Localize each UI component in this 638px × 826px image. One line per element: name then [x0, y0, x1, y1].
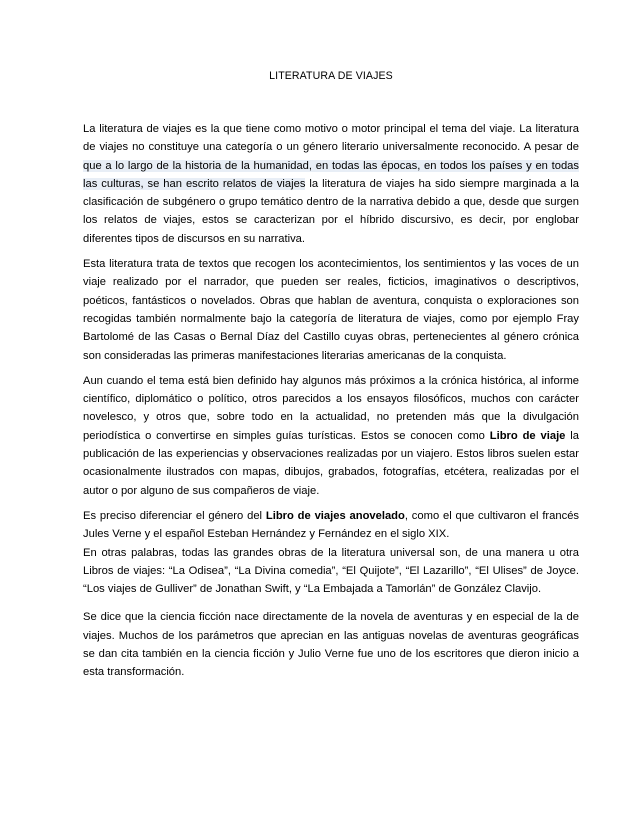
paragraph-3-text-b: la publicación de las experiencias y observaciones realizadas por un viajero. Estos libros suelen estar ocasionalmente ilustrados con mapas, dibujos, grabados, fotografías, etcétera, realizadas por el autor o por alguno de sus compañeros de viaje.: [83, 429, 579, 497]
paragraph-1: [83, 120, 579, 248]
paragraph-3: [83, 372, 579, 500]
paragraph-2: Esta literatura trata de textos que recogen los acontecimientos, los sentimientos y las voces de un viaje realizado por el narrador, que pueden ser reales, ficticios, imaginativos o descriptivos, poéticos, fantásticos o novelados. Obras que hablan de aventura, conquista o exploraciones son recogidas también normalmente bajo la categoría de literatura de viajes, como por ejemplo Fray Bartolomé de las Casas o Bernal Díaz del Castillo cuyas obras, pertenecientes al género crónica son consideradas las primeras manifestaciones literarias americanas de la conquista.: [83, 258, 579, 362]
paragraph-1-highlight: que a lo largo de la historia de la humanidad, en todas las épocas, en todos los países y en todas las culturas, se han escrito relatos de viajes: [83, 159, 579, 190]
paragraph-1-text-b: la literatura de viajes ha sido siempre marginada a la clasificación de subgénero o grupo temático dentro de la narrativa debido a que, desde que surgen los relatos de viajes, estos se caracterizan por el híbrido discursivo, es decir, por englobar diferentes tipos de discursos en su narrativa.: [83, 177, 579, 245]
paragraph-6: Se dice que la ciencia ficción nace directamente de la novela de aventuras y en especial de la de viajes. Muchos de los parámetros que aprecian en las antiguas novelas de aventuras geográficas se dan cita también en la ciencia ficción y Julio Verne fue uno de los escritores que dieron inicio a esta transformación.: [83, 611, 579, 679]
paragraph-4-text-b: , como el que cultivaron el francés Jules Verne y el español Esteban Hernández y Fernández en el siglo XIX.: [83, 509, 580, 541]
paragraph-1-text-a: La literatura de viajes es la que tiene como motivo o motor principal el tema del viaje. La literatura de viajes no constituye una categoría o un género literario universalmente reconocido. A pesar de: [83, 123, 579, 154]
paragraph-3-bold: Libro de viaje: [489, 429, 566, 442]
paragraph-4: [83, 507, 579, 544]
document-page: [83, 70, 579, 682]
paragraph-5: En otras palabras, todas las grandes obras de la literatura universal son, de una manera u otra Libros de viajes: “La Odisea”, “La Divina comedia”, “El Quijote”, “El Lazarillo”, “El Ulises” de Joyce. “Los viajes de Gulliver” de Jonathan Swift, y “La Embajada a Tamorlán” de González Clavijo.: [83, 546, 579, 596]
paragraph-3-text-a: Aun cuando el tema está bien definido hay algunos más próximos a la crónica histórica, al informe científico, diplomático o político, otros parecidos a los ensayos filosóficos, muchos con carácter novelesco, y otros que, sobre todo en la actualidad, no pretenden más que la divulgación periodística o convertirse en simples guías turísticas. Estos se conocen como: [83, 374, 579, 442]
paragraph-4-bold: Libro de viajes anovelado: [265, 509, 405, 522]
document-title: LITERATURA DE VIAJES: [269, 70, 393, 82]
paragraph-4-text-a: Es preciso diferenciar el género del: [83, 509, 266, 522]
